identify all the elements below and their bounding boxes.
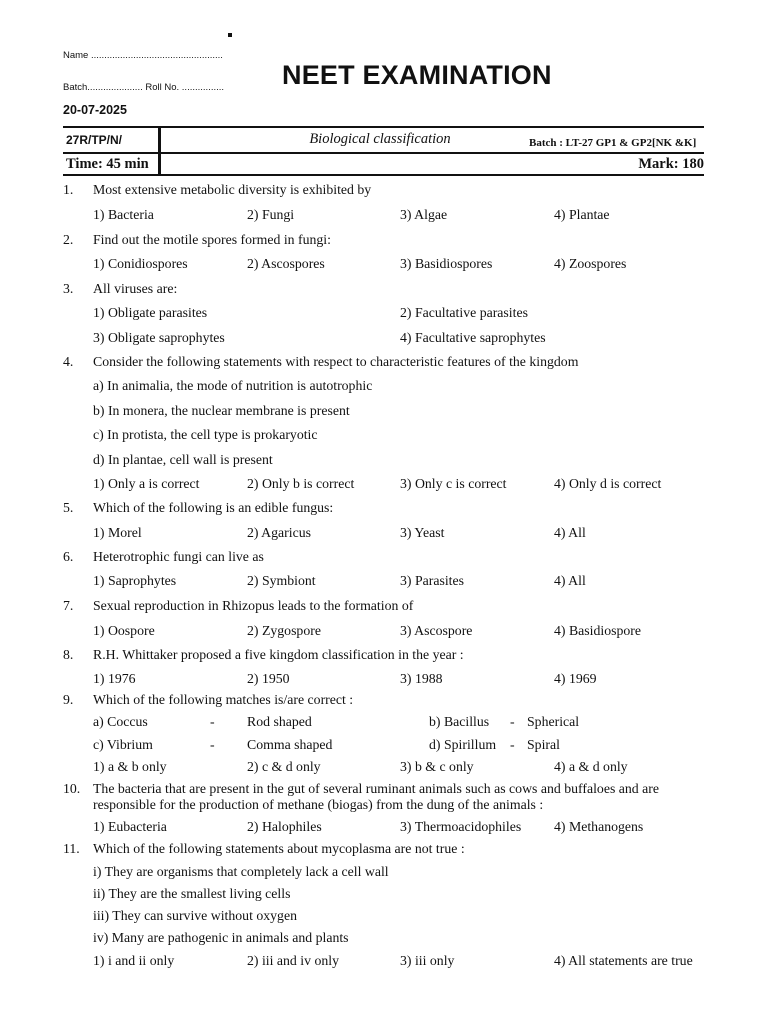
question-text: All viruses are: (93, 281, 178, 296)
question-text: Most extensive metabolic diversity is exhibited by (93, 182, 372, 197)
option: 2) Halophiles (247, 819, 322, 834)
option: 3) 1988 (400, 671, 443, 686)
option: 1) Saprophytes (93, 573, 177, 588)
question-number: 11. (63, 841, 80, 856)
option: 1) Conidiospores (93, 256, 188, 271)
match-dash: - (510, 737, 515, 752)
option: 2) Fungi (247, 207, 295, 222)
question-number: 3. (63, 281, 74, 296)
statement: a) In animalia, the mode of nutrition is autotrophic (93, 378, 373, 393)
question-text: R.H. Whittaker proposed a five kingdom classification in the year : (93, 647, 464, 662)
option: 4) Zoospores (554, 256, 627, 271)
question-number: 5. (63, 500, 74, 515)
match-right-item: d) Spirillum (429, 737, 497, 752)
option: 3) Parasites (400, 573, 464, 588)
question-number: 6. (63, 549, 74, 564)
statement: iv) Many are pathogenic in animals and plants (93, 930, 349, 945)
question-number: 4. (63, 354, 74, 369)
match-dash: - (210, 737, 215, 752)
option: 2) Symbiont (247, 573, 316, 588)
name-field-label: Name .................................................. (63, 50, 223, 61)
option: 1) 1976 (93, 671, 136, 686)
match-left-item: c) Vibrium (93, 737, 153, 752)
option: 3) Only c is correct (400, 476, 507, 491)
question-number: 2. (63, 232, 74, 247)
option: 3) Thermoacidophiles (400, 819, 522, 834)
option: 3) Yeast (400, 525, 445, 540)
statement: ii) They are the smallest living cells (93, 886, 291, 901)
option: 4) All (554, 573, 586, 588)
match-right-item: b) Bacillus (429, 714, 490, 729)
option: 1) Only a is correct (93, 476, 200, 491)
option: 2) Ascospores (247, 256, 325, 271)
match-left-value: Rod shaped (247, 714, 312, 729)
statement: iii) They can survive without oxygen (93, 908, 297, 923)
page-title: NEET EXAMINATION (282, 60, 552, 90)
question-text: Consider the following statements with respect to characteristic features of the kingdom (93, 354, 579, 369)
question-text: Heterotrophic fungi can live as (93, 549, 264, 564)
option: 4) All statements are true (554, 953, 693, 968)
question-text: Which of the following statements about mycoplasma are not true : (93, 841, 465, 856)
option: 1) Oospore (93, 623, 155, 638)
match-right-value: Spiral (527, 737, 560, 752)
option: 4) Methanogens (554, 819, 644, 834)
question-text: The bacteria that are present in the gut of several ruminant animals such as cows and buffaloes and are responsible for the production of methane (biogas) from the dung of the animals : (93, 781, 659, 812)
match-right-value: Spherical (527, 714, 580, 729)
statement: d) In plantae, cell wall is present (93, 452, 273, 467)
max-marks: Mark: 180 (638, 156, 704, 172)
option: 4) a & d only (554, 759, 628, 774)
option: 1) a & b only (93, 759, 167, 774)
question-text: Find out the motile spores formed in fungi: (93, 232, 331, 247)
option: 3) Obligate saprophytes (93, 330, 225, 345)
exam-date: 20-07-2025 (63, 103, 127, 117)
option: 4) All (554, 525, 586, 540)
question-number: 7. (63, 598, 74, 613)
question-text: Which of the following matches is/are correct : (93, 692, 354, 707)
option: 4) Plantae (554, 207, 610, 222)
option: 1) Eubacteria (93, 819, 167, 834)
option: 2) c & d only (247, 759, 321, 774)
batch-roll-field-label: Batch..................... Roll No. ................ (63, 82, 225, 93)
question-text: Which of the following is an edible fungus: (93, 500, 334, 515)
option: 4) 1969 (554, 671, 597, 686)
subject-title: Biological classification (309, 131, 451, 147)
match-left-value: Comma shaped (247, 737, 333, 752)
question-number: 10. (63, 781, 81, 796)
match-dash: - (210, 714, 215, 729)
option: 2) 1950 (247, 671, 290, 686)
option: 1) Bacteria (93, 207, 154, 222)
stray-dot (228, 33, 232, 37)
question-number: 8. (63, 647, 74, 662)
option: 4) Only d is correct (554, 476, 662, 491)
statement: i) They are organisms that completely lack a cell wall (93, 864, 389, 879)
option: 3) iii only (400, 953, 455, 968)
paper-code: 27R/TP/N/ (66, 133, 123, 147)
option: 1) Obligate parasites (93, 305, 208, 320)
question-number: 1. (63, 182, 74, 197)
option: 2) Facultative parasites (400, 305, 528, 320)
option: 2) iii and iv only (247, 953, 339, 968)
option: 2) Agaricus (247, 525, 311, 540)
statement: b) In monera, the nuclear membrane is present (93, 403, 350, 418)
option: 3) Ascospore (400, 623, 473, 638)
header-bottom-rule (63, 174, 704, 176)
statement: c) In protista, the cell type is prokaryotic (93, 427, 318, 442)
time-limit: Time: 45 min (66, 156, 149, 172)
option: 4) Basidiospore (554, 623, 641, 638)
option: 2) Zygospore (247, 623, 321, 638)
option: 3) Algae (400, 207, 448, 222)
batch-info: Batch : LT-27 GP1 & GP2[NK &K] (529, 137, 697, 149)
option: 1) Morel (93, 525, 142, 540)
option: 3) Basidiospores (400, 256, 493, 271)
match-dash: - (510, 714, 515, 729)
option: 2) Only b is correct (247, 476, 355, 491)
question-text: Sexual reproduction in Rhizopus leads to the formation of (93, 598, 414, 613)
question-number: 9. (63, 692, 74, 707)
header-mid-rule (63, 152, 704, 154)
option: 3) b & c only (400, 759, 474, 774)
match-left-item: a) Coccus (93, 714, 148, 729)
option: 4) Facultative saprophytes (400, 330, 546, 345)
option: 1) i and ii only (93, 953, 175, 968)
